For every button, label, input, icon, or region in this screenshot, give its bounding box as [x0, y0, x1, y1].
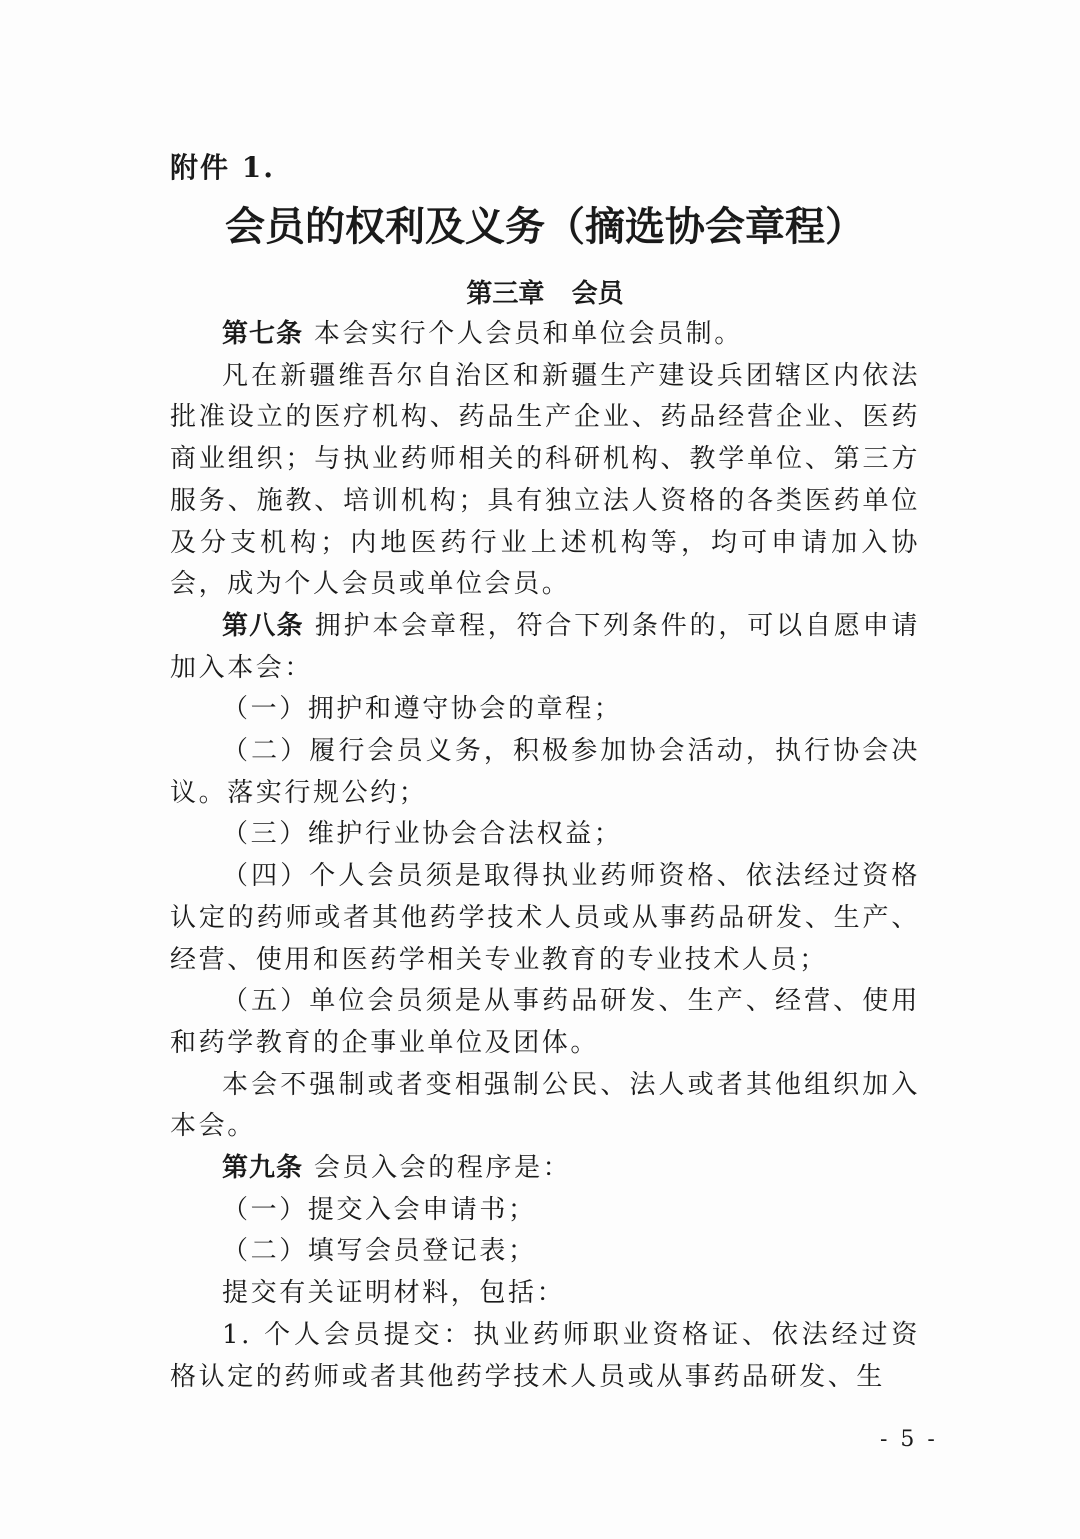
attachment-label: 附件 1. [170, 151, 275, 184]
article-7-paragraph: 凡在新疆维吾尔自治区和新疆生产建设兵团辖区内依法批准设立的医疗机构、药品生产企业、药品经营企业、医药商业组织；与执业药师相关的科研机构、教学单位、第三方服务、施教、培训机构；具有独立法人资格的各类医药单位及分支机构；内地医药行业上述机构等，均可申请加入协会，成为个人会员或单位会员。 [170, 360, 920, 600]
article-8-text: 拥护本会章程，符合下列条件的，可以自愿申请加入本会： [170, 610, 920, 683]
article-8-item-1: （一）拥护和遵守协会的章程； [222, 694, 623, 725]
article-8-item-3: （三）维护行业协会合法权益； [222, 819, 623, 850]
article-7 [170, 314, 920, 356]
article-8-note: 本会不强制或者变相强制公民、法人或者其他组织加入本会。 [170, 1069, 920, 1142]
article-8-item-2: （二）履行会员义务，积极参加协会活动，执行协会决议。落实行规公约； [170, 736, 920, 808]
article-9-text: 会员入会的程序是： [303, 1153, 572, 1184]
article-8 [170, 606, 920, 689]
page-number: - 5 - [880, 1427, 938, 1452]
chapter-heading: 第三章 会员 [466, 279, 624, 309]
materials-intro: 提交有关证明材料，包括： [222, 1278, 566, 1309]
article-8-item-4: （四）个人会员须是取得执业药师资格、依法经过资格认定的药师或者其他药学技术人员或从事药品研发、生产、经营、使用和医药学相关专业教育的专业技术人员； [170, 861, 920, 975]
article-9 [170, 1148, 920, 1190]
article-7-label: 第七条 [222, 319, 304, 349]
article-9-item-1: （一）提交入会申请书； [222, 1194, 537, 1225]
article-7-text: 本会实行个人会员和单位会员制。 [303, 319, 743, 349]
article-9-item-2: （二）填写会员登记表； [222, 1236, 537, 1267]
materials-item-1: 1. 个人会员提交：执业药师职业资格证、依法经过资格认定的药师或者其他药学技术人员或从事药品研发、生 [170, 1319, 920, 1392]
article-8-item-5: （五）单位会员须是从事药品研发、生产、经营、使用和药学教育的企事业单位及团体。 [170, 986, 920, 1058]
document-body [170, 314, 920, 1398]
article-9-label: 第九条 [222, 1153, 304, 1184]
document-title: 会员的权利及义务（摘选协会章程） [225, 203, 865, 250]
article-8-label: 第八条 [222, 610, 304, 641]
